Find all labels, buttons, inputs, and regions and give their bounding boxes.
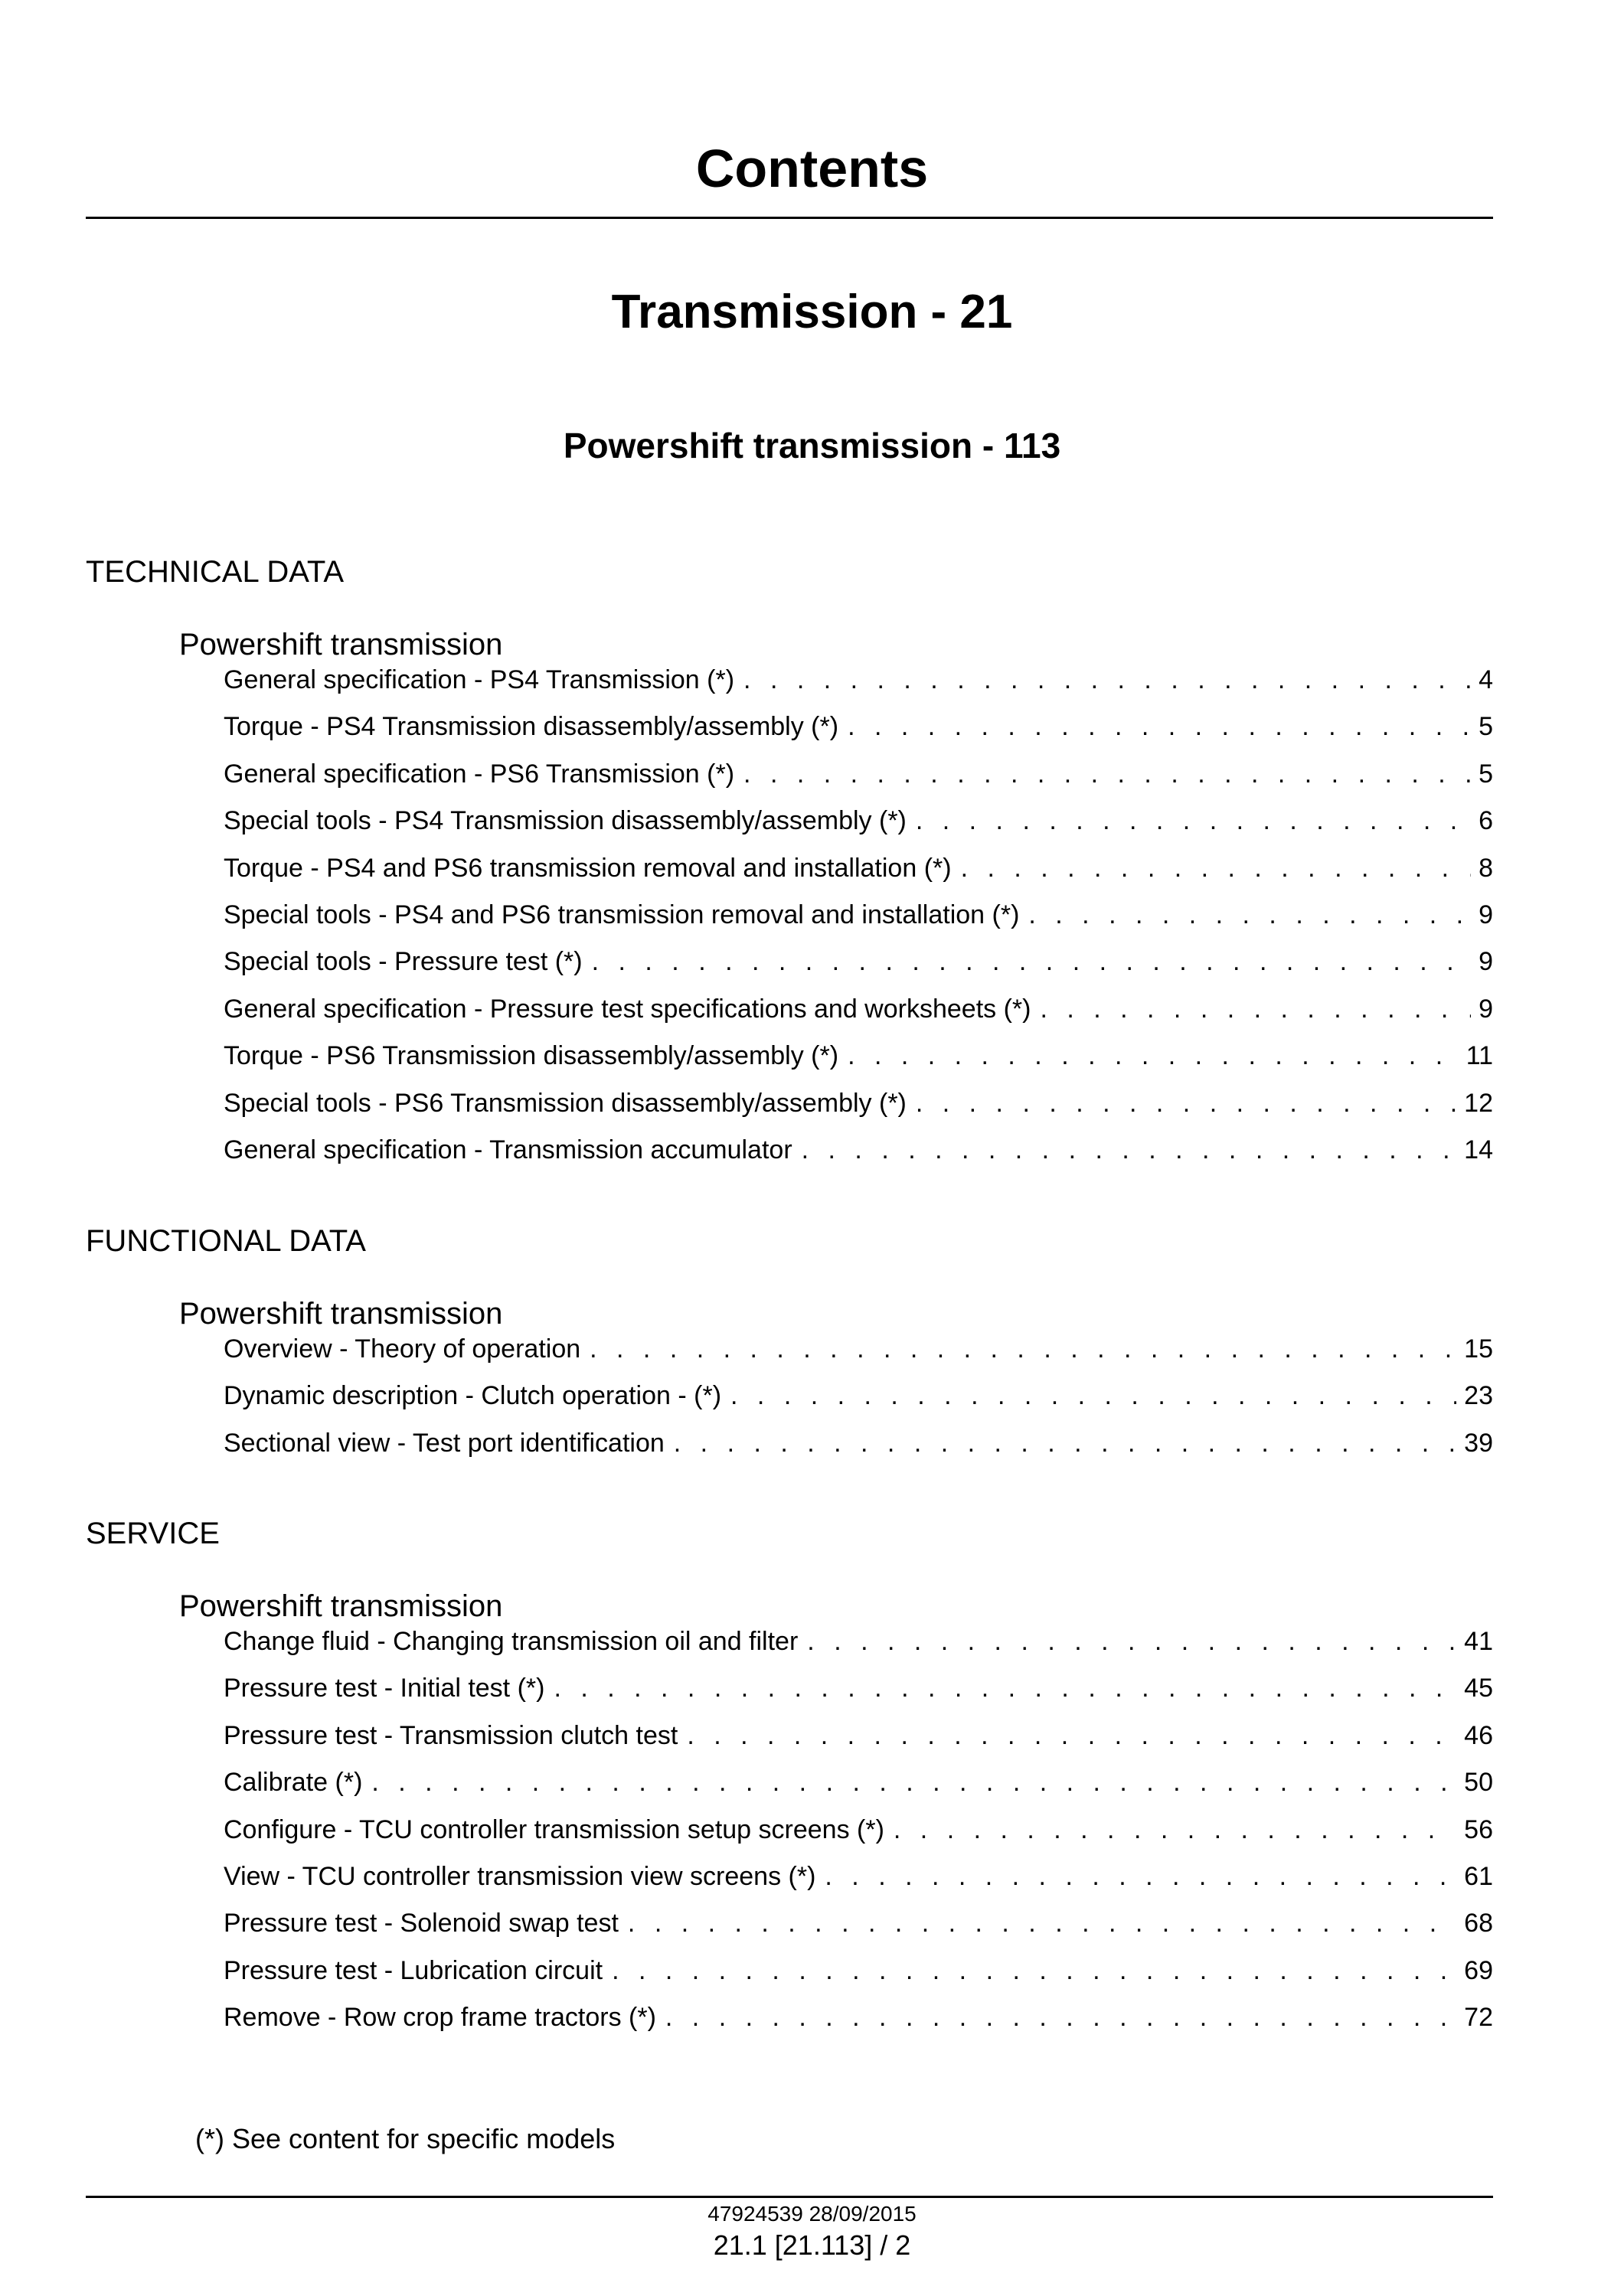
bottom-divider: [86, 2196, 1493, 2198]
toc-entry-page: 14: [1464, 1135, 1493, 1164]
toc-entry-page: 9: [1479, 900, 1493, 929]
toc-entry-title: Configure - TCU controller transmission setup screens (*): [224, 1814, 884, 1844]
toc-entry-page: 9: [1479, 947, 1493, 977]
toc-entry-title: Pressure test - Initial test (*): [224, 1674, 545, 1703]
toc-entry-title: Sectional view - Test port identification: [224, 1428, 665, 1458]
dot-leader: [802, 1133, 1457, 1167]
toc-entry[interactable]: [224, 898, 1493, 945]
toc-entry[interactable]: [224, 1719, 1493, 1765]
toc-entry-title: Pressure test - Transmission clutch test: [224, 1720, 678, 1750]
toc-entry[interactable]: [224, 1086, 1493, 1133]
toc-entry[interactable]: [224, 1039, 1493, 1086]
toc-entry-page: 46: [1464, 1720, 1493, 1750]
dot-leader: [807, 1625, 1456, 1658]
toc-entry-page: 39: [1464, 1428, 1493, 1458]
page-reference: 21.1 [21.113] / 2: [713, 2229, 911, 2261]
toc-entry[interactable]: [224, 1954, 1493, 2000]
dot-leader: [612, 1954, 1456, 1987]
toc-entry[interactable]: [224, 1133, 1493, 1180]
toc-entry-page: 61: [1464, 1861, 1493, 1891]
group-heading: FUNCTIONAL DATA: [86, 1224, 366, 1258]
toc-entry-title: Pressure test - Lubrication circuit: [224, 1955, 603, 1985]
toc-entry-page: 50: [1464, 1768, 1493, 1798]
toc-entry-list: [224, 663, 1493, 1180]
toc-group-service: [86, 1514, 1493, 2048]
dot-leader: [371, 1765, 1456, 1799]
dot-leader: [590, 1332, 1456, 1366]
toc-entry-page: 9: [1479, 994, 1493, 1024]
toc-entry-title: General specification - PS6 Transmission (*): [224, 759, 735, 789]
toc-entry-page: 4: [1479, 665, 1493, 694]
dot-leader: [730, 1379, 1456, 1413]
toc-entry-title: Special tools - PS4 Transmission disassembly/assembly (*): [224, 806, 907, 836]
group-subheading: Powershift transmission: [179, 628, 503, 661]
dot-leader: [916, 804, 1471, 838]
toc-entry-title: General specification - Pressure test specifications and worksheets (*): [224, 994, 1031, 1024]
toc-entry-title: General specification - Transmission accumulator: [224, 1135, 792, 1164]
toc-entry-list: [224, 1625, 1493, 2048]
toc-entry-page: 72: [1464, 2003, 1493, 2033]
toc-entry[interactable]: [224, 1379, 1493, 1426]
subsection-title: Powershift transmission - 113: [563, 426, 1061, 465]
toc-entry-title: Torque - PS6 Transmission disassembly/assembly (*): [224, 1041, 839, 1071]
toc-entry-title: Dynamic description - Clutch operation - (*): [224, 1381, 722, 1411]
toc-entry[interactable]: [224, 1625, 1493, 1671]
group-subheading: Powershift transmission: [179, 1589, 503, 1623]
dot-leader: [665, 2000, 1456, 2034]
toc-entry[interactable]: [224, 1332, 1493, 1379]
toc-entry[interactable]: [224, 992, 1493, 1039]
dot-leader: [961, 851, 1472, 885]
toc-entry-page: 56: [1464, 1814, 1493, 1844]
toc-entry-page: 68: [1464, 1909, 1493, 1938]
dot-leader: [628, 1906, 1456, 1940]
toc-entry-page: 23: [1464, 1381, 1493, 1411]
toc-entry-page: 12: [1464, 1088, 1493, 1118]
toc-entry-title: Remove - Row crop frame tractors (*): [224, 2003, 656, 2033]
toc-group-functional-data: [86, 1221, 1493, 1473]
toc-entry[interactable]: [224, 710, 1493, 756]
dot-leader: [894, 1813, 1456, 1847]
toc-entry[interactable]: [224, 1671, 1493, 1718]
toc-entry-title: Overview - Theory of operation: [224, 1334, 581, 1364]
toc-entry-page: 5: [1479, 712, 1493, 742]
dot-leader: [1028, 898, 1471, 932]
top-divider: [86, 217, 1493, 219]
toc-entry[interactable]: [224, 1813, 1493, 1860]
toc-entry[interactable]: [224, 2000, 1493, 2047]
footnote: (*) See content for specific models: [195, 2123, 616, 2154]
toc-entry[interactable]: [224, 1765, 1493, 1812]
toc-entry[interactable]: [224, 851, 1493, 898]
toc-entry-title: Torque - PS4 and PS6 transmission removal and installation (*): [224, 853, 952, 883]
toc-entry-title: General specification - PS4 Transmission (*): [224, 665, 735, 694]
toc-entry-page: 5: [1479, 759, 1493, 789]
toc-entry[interactable]: [224, 757, 1493, 804]
toc-entry-page: 6: [1479, 806, 1493, 836]
dot-leader: [687, 1719, 1456, 1752]
toc-entry-page: 8: [1479, 853, 1493, 883]
toc-entry-page: 11: [1466, 1041, 1493, 1071]
toc-entry[interactable]: [224, 1426, 1493, 1473]
toc-entry[interactable]: [224, 945, 1493, 991]
dot-leader: [674, 1426, 1456, 1460]
toc-entry-title: Special tools - PS4 and PS6 transmission removal and installation (*): [224, 900, 1020, 929]
toc-entry-page: 15: [1464, 1334, 1493, 1364]
group-subheading: Powershift transmission: [179, 1297, 503, 1331]
group-heading: SERVICE: [86, 1517, 220, 1550]
page-title: Contents: [695, 139, 929, 198]
toc-entry-page: 45: [1464, 1674, 1493, 1703]
toc-entry-page: 41: [1464, 1627, 1493, 1656]
toc-entry-title: View - TCU controller transmission view screens (*): [224, 1861, 816, 1891]
toc-entry-title: Special tools - Pressure test (*): [224, 947, 583, 977]
dot-leader: [592, 945, 1471, 978]
dot-leader: [743, 663, 1471, 697]
document-id: 47924539 28/09/2015: [707, 2202, 917, 2226]
dot-leader: [1040, 992, 1471, 1026]
dot-leader: [848, 710, 1471, 743]
dot-leader: [743, 757, 1471, 791]
toc-group-technical-data: [86, 552, 1493, 1180]
toc-entry[interactable]: [224, 1860, 1493, 1906]
toc-entry-page: 69: [1464, 1955, 1493, 1985]
dot-leader: [848, 1039, 1459, 1073]
toc-entry-title: Special tools - PS6 Transmission disassembly/assembly (*): [224, 1088, 907, 1118]
toc-entry-list: [224, 1332, 1493, 1473]
toc-entry[interactable]: [224, 663, 1493, 710]
toc-entry[interactable]: [224, 1906, 1493, 1953]
dot-leader: [825, 1860, 1456, 1893]
toc-entry-title: Change fluid - Changing transmission oil and filter: [224, 1627, 799, 1656]
section-title: Transmission - 21: [611, 286, 1013, 338]
toc-entry[interactable]: [224, 804, 1493, 851]
dot-leader: [916, 1086, 1456, 1120]
dot-leader: [554, 1671, 1456, 1705]
toc-entry-title: Torque - PS4 Transmission disassembly/assembly (*): [224, 712, 839, 742]
toc-entry-title: Calibrate (*): [224, 1768, 363, 1798]
toc-entry-title: Pressure test - Solenoid swap test: [224, 1909, 619, 1938]
group-heading: TECHNICAL DATA: [86, 555, 345, 589]
